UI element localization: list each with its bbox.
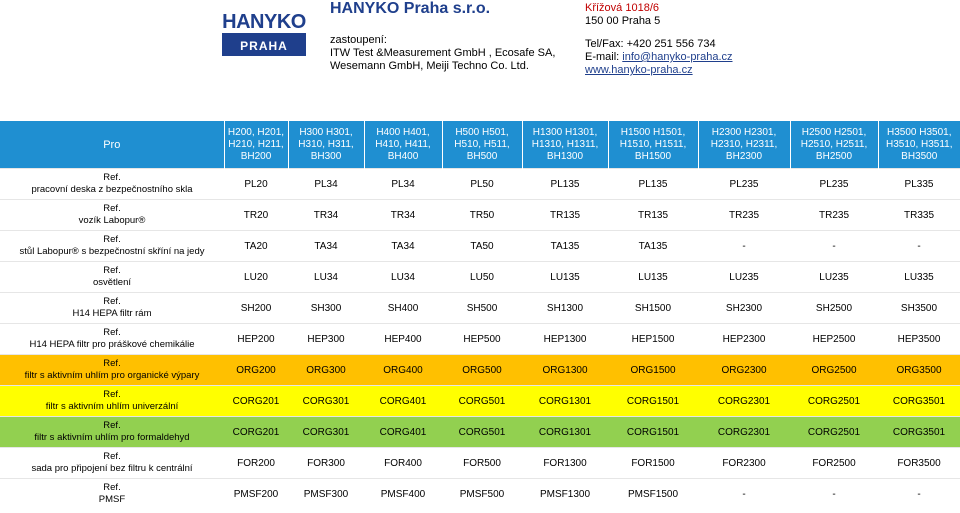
table-cell: ORG1300 bbox=[522, 355, 608, 386]
representation-line-2: Wesemann GmbH, Meiji Techno Co. Ltd. bbox=[330, 60, 529, 72]
table-row bbox=[0, 293, 960, 324]
table-cell: CORG401 bbox=[364, 386, 442, 417]
table-cell: SH1300 bbox=[522, 293, 608, 324]
table-cell: TR135 bbox=[608, 200, 698, 231]
column-header-line: BH400 bbox=[387, 150, 419, 162]
row-ref: Ref. bbox=[103, 482, 121, 493]
telephone: Tel/Fax: +420 251 556 734 bbox=[585, 38, 716, 50]
city: 150 00 Praha 5 bbox=[585, 15, 661, 27]
table-cell: SH400 bbox=[364, 293, 442, 324]
column-header-line: BH300 bbox=[310, 150, 342, 162]
table-cell: PMSF1300 bbox=[522, 479, 608, 510]
representation-label: zastoupení: bbox=[330, 34, 387, 46]
table-cell: PL135 bbox=[522, 169, 608, 200]
table-cell: CORG501 bbox=[442, 417, 522, 448]
column-header-line: H500 H501, bbox=[455, 126, 509, 138]
row-ref: Ref. bbox=[103, 265, 121, 276]
table-cell: FOR400 bbox=[364, 448, 442, 479]
table-cell: ORG200 bbox=[224, 355, 288, 386]
row-ref: Ref. bbox=[103, 358, 121, 369]
table-cell: PL50 bbox=[442, 169, 522, 200]
table-cell: HEP1300 bbox=[522, 324, 608, 355]
table-cell: PL20 bbox=[224, 169, 288, 200]
table-cell: SH3500 bbox=[878, 293, 960, 324]
table-cell: LU50 bbox=[442, 262, 522, 293]
column-header bbox=[878, 121, 960, 169]
table-cell: PL135 bbox=[608, 169, 698, 200]
row-label: filtr s aktivním uhlím univerzální bbox=[45, 401, 179, 412]
table-cell: TR20 bbox=[224, 200, 288, 231]
table-cell: SH500 bbox=[442, 293, 522, 324]
table-cell: ORG500 bbox=[442, 355, 522, 386]
table-row bbox=[0, 479, 960, 510]
table-cell: ORG2500 bbox=[790, 355, 878, 386]
table-cell: FOR500 bbox=[442, 448, 522, 479]
email-label: E-mail: bbox=[585, 51, 623, 63]
column-header-line: H2300 H2301, bbox=[711, 126, 777, 138]
representation-block bbox=[330, 34, 555, 73]
table-cell: CORG1301 bbox=[522, 386, 608, 417]
table-cell: PMSF200 bbox=[224, 479, 288, 510]
column-header-line: H210, H211, bbox=[228, 138, 284, 150]
table-cell: PL235 bbox=[790, 169, 878, 200]
table-cell: HEP300 bbox=[288, 324, 364, 355]
table-cell: PMSF500 bbox=[442, 479, 522, 510]
table-cell: LU335 bbox=[878, 262, 960, 293]
table-cell: CORG3501 bbox=[878, 417, 960, 448]
contact-block bbox=[585, 38, 733, 77]
table-cell: TR34 bbox=[364, 200, 442, 231]
logo-subtitle: PRAHA bbox=[222, 36, 306, 56]
row-ref: Ref. bbox=[103, 451, 121, 462]
table-cell: LU135 bbox=[522, 262, 608, 293]
column-header bbox=[364, 121, 442, 169]
table-cell: ORG2300 bbox=[698, 355, 790, 386]
representation-line-1: ITW Test &Measurement GmbH , Ecosafe SA, bbox=[330, 47, 556, 59]
web-line bbox=[585, 64, 733, 77]
row-label: osvětlení bbox=[92, 277, 132, 288]
table-cell: ORG400 bbox=[364, 355, 442, 386]
row-label: sada pro připojení bez filtru k centrální bbox=[31, 463, 193, 474]
table-cell: CORG1501 bbox=[608, 386, 698, 417]
table-row bbox=[0, 355, 960, 386]
table-cell: FOR2500 bbox=[790, 448, 878, 479]
table-cell: CORG1301 bbox=[522, 417, 608, 448]
column-header-line: BH1500 bbox=[634, 150, 672, 162]
row-ref: Ref. bbox=[103, 296, 121, 307]
row-label: PMSF bbox=[98, 494, 126, 505]
table-cell: CORG1501 bbox=[608, 417, 698, 448]
table-cell: TA135 bbox=[608, 231, 698, 262]
table-corner: Pro bbox=[0, 121, 224, 169]
row-label-cell bbox=[0, 200, 224, 231]
table-cell: - bbox=[790, 231, 878, 262]
table-cell: HEP2500 bbox=[790, 324, 878, 355]
row-label-cell bbox=[0, 231, 224, 262]
row-label: stůl Labopur® s bezpečnostní skříní na jedy bbox=[19, 246, 205, 257]
table-cell: TA20 bbox=[224, 231, 288, 262]
row-label: vozík Labopur® bbox=[78, 215, 146, 226]
table-cell: PL335 bbox=[878, 169, 960, 200]
table-cell: HEP500 bbox=[442, 324, 522, 355]
column-header-line: H1310, H1311, bbox=[531, 138, 599, 150]
row-ref: Ref. bbox=[103, 234, 121, 245]
column-header-line: BH3500 bbox=[901, 150, 938, 162]
table-cell: TR50 bbox=[442, 200, 522, 231]
column-header bbox=[442, 121, 522, 169]
table-cell: TR135 bbox=[522, 200, 608, 231]
table-cell: FOR200 bbox=[224, 448, 288, 479]
table-row bbox=[0, 324, 960, 355]
table-cell: CORG2301 bbox=[698, 386, 790, 417]
table-cell: CORG2501 bbox=[790, 417, 878, 448]
column-header-line: BH2500 bbox=[815, 150, 853, 162]
table-cell: FOR3500 bbox=[878, 448, 960, 479]
column-header-line: BH2300 bbox=[725, 150, 763, 162]
table-cell: - bbox=[878, 231, 960, 262]
row-ref: Ref. bbox=[103, 389, 121, 400]
table-row bbox=[0, 417, 960, 448]
table-cell: HEP200 bbox=[224, 324, 288, 355]
row-label: H14 HEPA filtr pro práškové chemikálie bbox=[29, 339, 195, 350]
table-cell: FOR300 bbox=[288, 448, 364, 479]
column-header-line: H410, H411, bbox=[375, 138, 431, 150]
table-cell: PL34 bbox=[364, 169, 442, 200]
table-cell: SH300 bbox=[288, 293, 364, 324]
website-link[interactable]: www.hanyko-praha.cz bbox=[585, 64, 693, 76]
table-cell: ORG300 bbox=[288, 355, 364, 386]
table-cell: LU235 bbox=[698, 262, 790, 293]
table-cell: LU135 bbox=[608, 262, 698, 293]
table-body bbox=[0, 169, 960, 510]
letterhead bbox=[0, 0, 960, 78]
table-cell: LU34 bbox=[364, 262, 442, 293]
row-ref: Ref. bbox=[103, 172, 121, 183]
column-header-line: H3500 H3501, bbox=[887, 126, 952, 138]
table-row bbox=[0, 200, 960, 231]
table-cell: - bbox=[878, 479, 960, 510]
table-cell: - bbox=[790, 479, 878, 510]
column-header-line: H510, H511, bbox=[454, 138, 510, 150]
row-label-cell bbox=[0, 386, 224, 417]
table-row bbox=[0, 386, 960, 417]
row-ref: Ref. bbox=[103, 420, 121, 431]
table-row bbox=[0, 231, 960, 262]
table-cell: TA50 bbox=[442, 231, 522, 262]
table-cell: PMSF400 bbox=[364, 479, 442, 510]
column-header-line: BH500 bbox=[466, 150, 498, 162]
table-cell: TA34 bbox=[288, 231, 364, 262]
table-cell: TR335 bbox=[878, 200, 960, 231]
column-header-line: H1300 H1301, bbox=[532, 126, 598, 138]
table-cell: CORG301 bbox=[288, 417, 364, 448]
row-label: filtr s aktivním uhlím pro organické výpary bbox=[24, 370, 200, 381]
column-header bbox=[698, 121, 790, 169]
table-cell: LU34 bbox=[288, 262, 364, 293]
table-cell: SH1500 bbox=[608, 293, 698, 324]
table-cell: FOR1300 bbox=[522, 448, 608, 479]
table-cell: CORG301 bbox=[288, 386, 364, 417]
column-header-line: H200, H201, bbox=[227, 126, 285, 138]
table-row bbox=[0, 169, 960, 200]
row-label-cell bbox=[0, 417, 224, 448]
row-label-cell bbox=[0, 448, 224, 479]
table-cell: FOR2300 bbox=[698, 448, 790, 479]
column-header-line: BH200 bbox=[240, 150, 272, 162]
column-header-line: BH1300 bbox=[546, 150, 584, 162]
row-label-cell bbox=[0, 262, 224, 293]
table-cell: TR235 bbox=[790, 200, 878, 231]
row-ref: Ref. bbox=[103, 203, 121, 214]
row-label: pracovní deska z bezpečnostního skla bbox=[31, 184, 193, 195]
table-row bbox=[0, 262, 960, 293]
table-cell: TA135 bbox=[522, 231, 608, 262]
table-cell: TR235 bbox=[698, 200, 790, 231]
row-label: filtr s aktivním uhlím pro formaldehyd bbox=[34, 432, 190, 443]
table-cell: LU235 bbox=[790, 262, 878, 293]
column-header bbox=[522, 121, 608, 169]
table-cell: - bbox=[698, 479, 790, 510]
table-cell: FOR1500 bbox=[608, 448, 698, 479]
row-label-cell bbox=[0, 479, 224, 510]
column-header bbox=[790, 121, 878, 169]
table-cell: CORG401 bbox=[364, 417, 442, 448]
row-label-cell bbox=[0, 293, 224, 324]
table-cell: ORG3500 bbox=[878, 355, 960, 386]
row-label-cell bbox=[0, 169, 224, 200]
logo-wordmark: HANYKO bbox=[222, 8, 306, 36]
table-cell: CORG2501 bbox=[790, 386, 878, 417]
column-header-line: H310, H311, bbox=[298, 138, 354, 150]
table-cell: CORG201 bbox=[224, 417, 288, 448]
table-cell: - bbox=[698, 231, 790, 262]
table-cell: TA34 bbox=[364, 231, 442, 262]
table-cell: CORG2301 bbox=[698, 417, 790, 448]
table-cell: ORG1500 bbox=[608, 355, 698, 386]
row-ref: Ref. bbox=[103, 327, 121, 338]
table-cell: HEP1500 bbox=[608, 324, 698, 355]
table-cell: LU20 bbox=[224, 262, 288, 293]
table-cell: CORG3501 bbox=[878, 386, 960, 417]
column-header bbox=[224, 121, 288, 169]
table-cell: CORG501 bbox=[442, 386, 522, 417]
table-row bbox=[0, 448, 960, 479]
address-block bbox=[585, 2, 660, 28]
table-cell: PMSF300 bbox=[288, 479, 364, 510]
company-logo bbox=[222, 8, 306, 56]
column-header bbox=[288, 121, 364, 169]
table-cell: HEP2300 bbox=[698, 324, 790, 355]
column-header-line: H1510, H1511, bbox=[619, 138, 687, 150]
column-header-line: H1500 H1501, bbox=[620, 126, 686, 138]
table-cell: SH2300 bbox=[698, 293, 790, 324]
email-line bbox=[585, 51, 733, 64]
column-header-line: H3510, H3511, bbox=[885, 138, 953, 150]
column-header-line: H400 H401, bbox=[376, 126, 430, 138]
column-header-line: H2500 H2501, bbox=[801, 126, 867, 138]
table-cell: CORG201 bbox=[224, 386, 288, 417]
email-link[interactable]: info@hanyko-praha.cz bbox=[622, 51, 733, 63]
company-name: HANYKO Praha s.r.o. bbox=[330, 0, 491, 17]
row-label-cell bbox=[0, 355, 224, 386]
column-header-line: H2510, H2511, bbox=[800, 138, 868, 150]
table-cell: TR34 bbox=[288, 200, 364, 231]
accessory-table bbox=[0, 121, 960, 509]
table-cell: PL235 bbox=[698, 169, 790, 200]
table-header-row bbox=[0, 121, 960, 169]
table-cell: HEP400 bbox=[364, 324, 442, 355]
column-header bbox=[608, 121, 698, 169]
column-header-line: H300 H301, bbox=[299, 126, 353, 138]
table-cell: SH2500 bbox=[790, 293, 878, 324]
table-cell: HEP3500 bbox=[878, 324, 960, 355]
table-cell: SH200 bbox=[224, 293, 288, 324]
row-label: H14 HEPA filtr rám bbox=[72, 308, 152, 319]
street: Křížová 1018/6 bbox=[585, 2, 659, 14]
table-cell: PMSF1500 bbox=[608, 479, 698, 510]
column-header-line: H2310, H2311, bbox=[710, 138, 778, 150]
table-cell: PL34 bbox=[288, 169, 364, 200]
row-label-cell bbox=[0, 324, 224, 355]
